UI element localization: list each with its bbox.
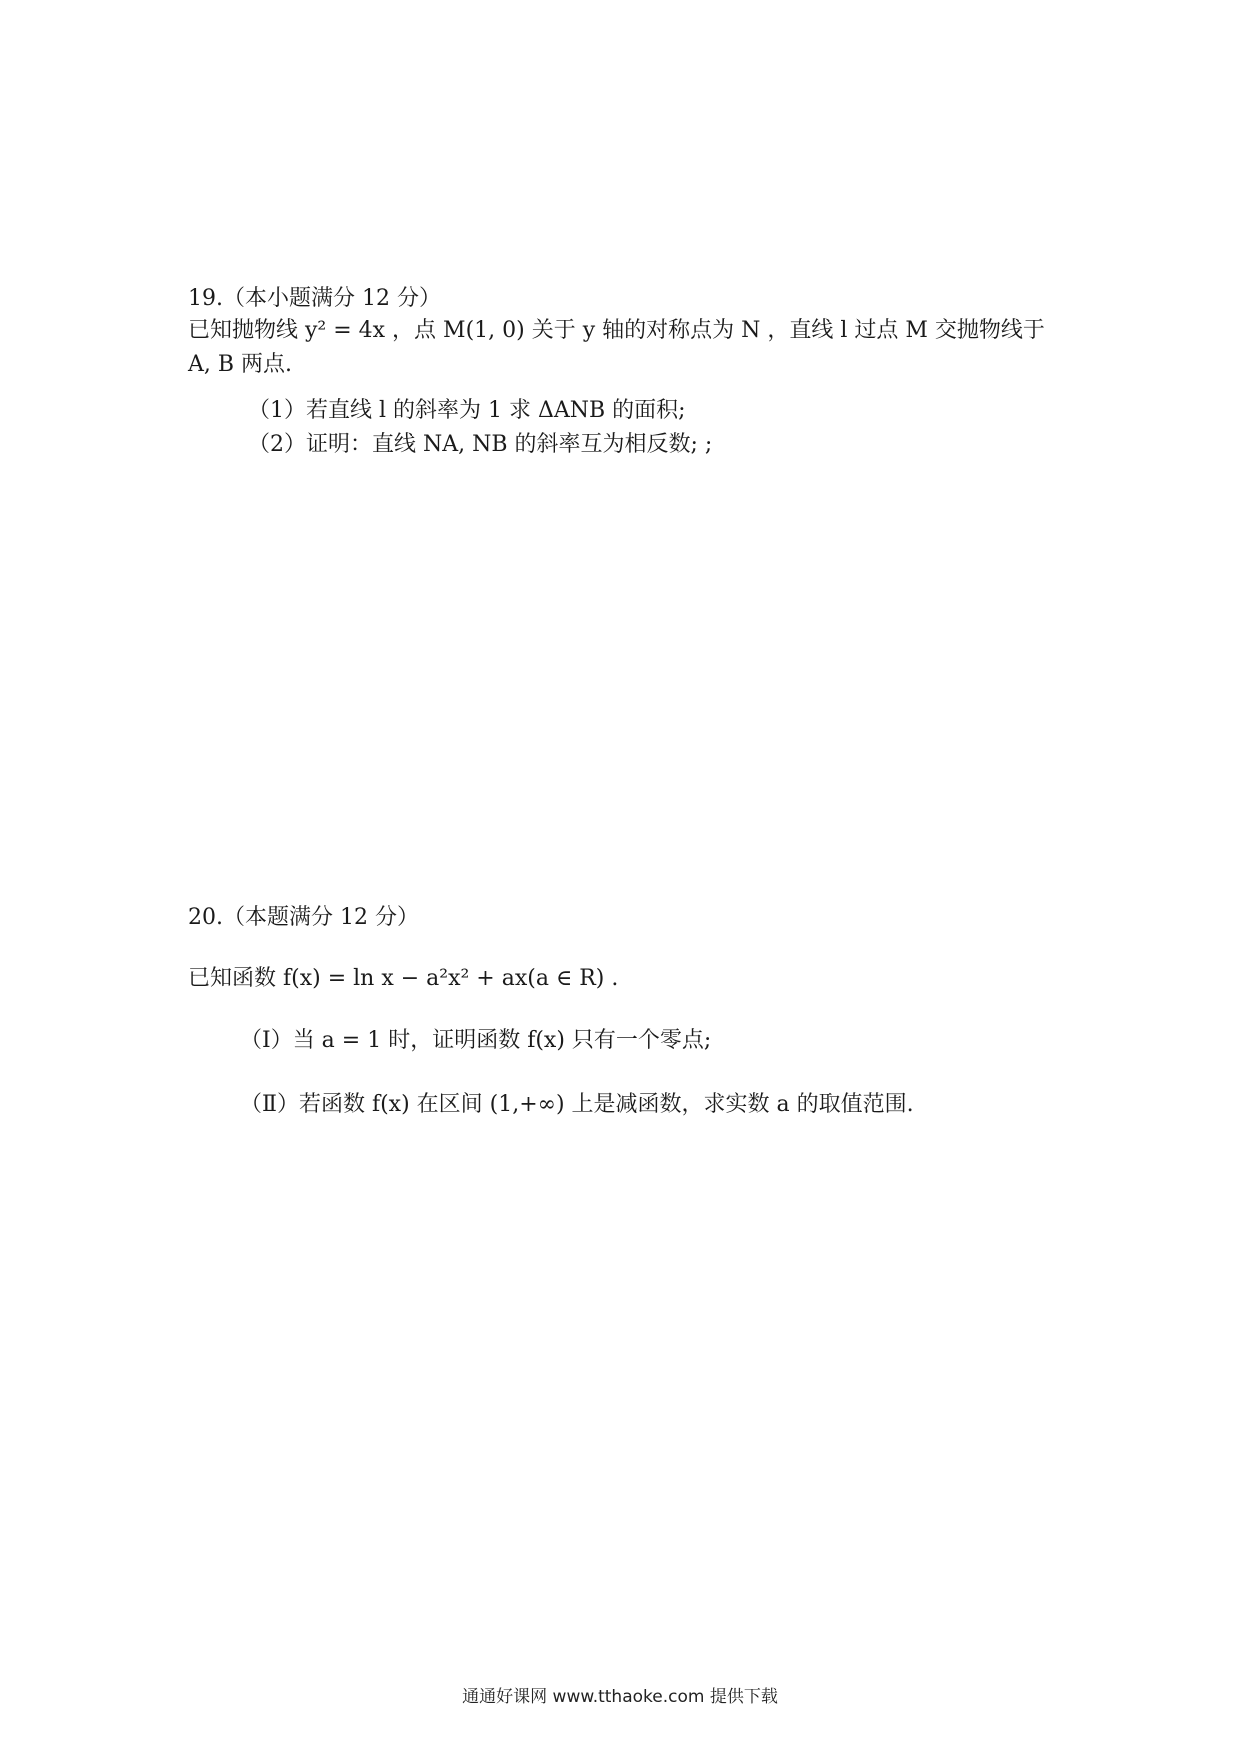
question-20-stem: 已知函数 f(x) = ln x − a²x² + ax(a ∈ R) . [188,966,619,991]
question-20-part2: （Ⅱ）若函数 f(x) 在区间 (1,+∞) 上是减函数，求实数 a 的取值范围. [240,1092,914,1117]
question-19-title: 19.（本小题满分 12 分） [188,286,441,311]
question-19-stem-line1: 已知抛物线 y² = 4x ，点 M(1, 0) 关于 y 轴的对称点为 N ，直线 l 过点 M 交抛物线于 [188,318,1045,343]
question-19-part2: （2）证明：直线 NA, NB 的斜率互为相反数; ; [248,432,713,457]
question-20-title: 20.（本题满分 12 分） [188,905,419,930]
page-footer: 通通好课网 www.tthaoke.com 提供下载 [462,1687,778,1707]
question-19-part1: （1）若直线 l 的斜率为 1 求 ΔANB 的面积; [248,398,686,423]
question-19-stem-line2: A, B 两点. [188,352,293,377]
question-20-part1: （Ⅰ）当 a = 1 时，证明函数 f(x) 只有一个零点; [240,1028,712,1053]
